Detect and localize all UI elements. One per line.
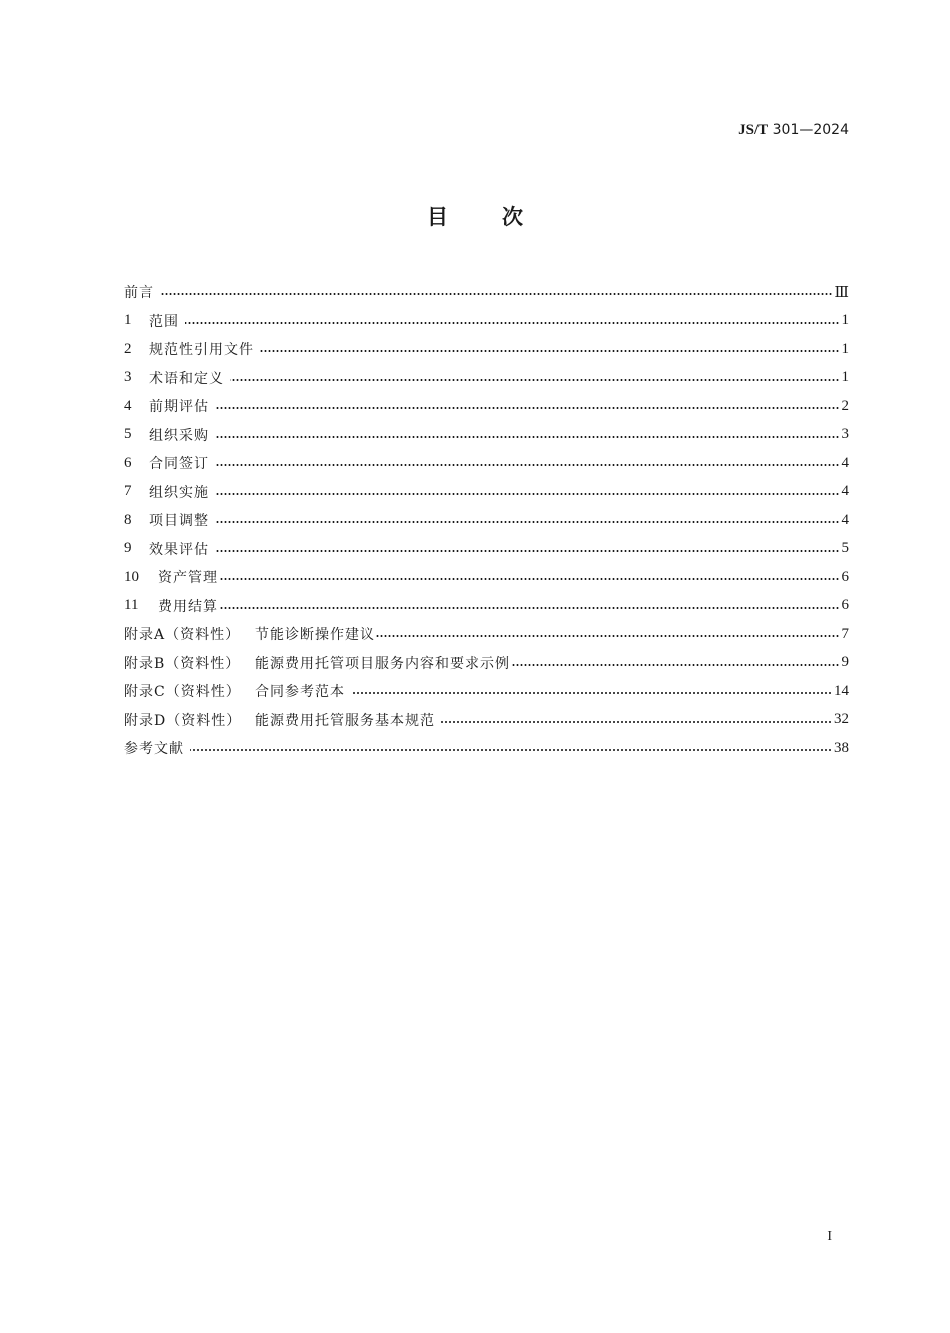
page-number: I [827,1229,832,1244]
toc-entry-page: Ⅲ [834,284,849,301]
toc-entry-title: 合同签订 [149,456,209,473]
table-of-contents [124,278,849,763]
dot-leader [260,348,840,354]
toc-entry-title: 术语和定义 [149,370,224,387]
toc-entry-appendix-c[interactable] [124,677,849,706]
standard-prefix: JS/T [738,122,769,138]
toc-entry-page: 14 [834,682,849,699]
toc-entry-number: 3 [124,369,132,386]
toc-entry-page: 6 [841,597,849,614]
toc-entry-page: 9 [841,654,849,671]
toc-entry-title: 资产管理 [158,570,218,587]
standard-code [738,121,849,139]
dot-leader [215,462,840,468]
toc-entry-page: 7 [841,625,849,642]
toc-entry-page: 4 [841,454,849,471]
toc-entry-title: 参考文献 [124,741,184,758]
toc-entry-number: 9 [124,540,132,557]
dot-leader [160,291,833,297]
toc-entry-references[interactable] [124,734,849,763]
toc-entry-number: 附录C（资料性） [124,684,241,701]
toc-entry-appendix-b[interactable] [124,649,849,678]
dot-leader [376,633,840,639]
dot-leader [511,662,840,668]
toc-entry-number: 5 [124,426,132,443]
toc-entry-title: 前言 [124,285,154,302]
toc-entry-title: 前期评估 [149,399,209,416]
toc-entry-7[interactable] [124,478,849,507]
dot-leader [230,377,840,383]
toc-entry-number: 附录A（资料性） [124,627,241,644]
toc-entry-page: 4 [841,483,849,500]
dot-leader [441,719,832,725]
toc-entry-number: 1 [124,312,132,329]
toc-entry-10[interactable] [124,563,849,592]
toc-entry-preface[interactable] [124,278,849,307]
toc-entry-number: 10 [124,568,139,585]
toc-entry-number: 11 [124,597,139,614]
toc-entry-title: 组织实施 [149,484,209,501]
dot-leader [215,519,840,525]
toc-entry-title: 节能诊断操作建议 [255,627,375,644]
dot-leader [219,605,840,611]
toc-entry-title: 能源费用托管项目服务内容和要求示例 [255,655,510,672]
toc-entry-title: 范围 [149,313,179,330]
toc-entry-title: 合同参考范本 [255,684,345,701]
toc-entry-title: 规范性引用文件 [149,342,254,359]
dot-leader [351,690,832,696]
toc-entry-page: 32 [834,711,849,728]
toc-entry-number: 附录B（资料性） [124,655,241,672]
toc-entry-number: 8 [124,511,132,528]
toc-entry-4[interactable] [124,392,849,421]
toc-entry-page: 1 [841,369,849,386]
toc-entry-6[interactable] [124,449,849,478]
dot-leader [185,320,840,326]
toc-entry-page: 1 [841,340,849,357]
toc-entry-number: 附录D（资料性） [124,712,242,729]
toc-entry-title: 效果评估 [149,541,209,558]
toc-entry-2[interactable] [124,335,849,364]
dot-leader [215,548,840,554]
dot-leader [219,576,840,582]
toc-entry-1[interactable] [124,307,849,336]
toc-entry-page: 1 [841,312,849,329]
toc-entry-8[interactable] [124,506,849,535]
toc-entry-title: 组织采购 [149,427,209,444]
toc-entry-title: 能源费用托管服务基本规范 [255,712,435,729]
toc-entry-page: 5 [841,540,849,557]
toc-entry-appendix-a[interactable] [124,620,849,649]
toc-entry-page: 2 [841,397,849,414]
toc-entry-title: 费用结算 [158,598,218,615]
toc-entry-page: 3 [841,426,849,443]
toc-entry-number: 4 [124,397,132,414]
toc-entry-number: 6 [124,454,132,471]
dot-leader [190,747,832,753]
toc-entry-9[interactable] [124,535,849,564]
toc-entry-3[interactable] [124,364,849,393]
toc-entry-page: 4 [841,511,849,528]
page-title: 目次 [427,205,577,229]
dot-leader [215,405,840,411]
toc-entry-11[interactable] [124,592,849,621]
toc-entry-appendix-d[interactable] [124,706,849,735]
dot-leader [215,491,840,497]
dot-leader [215,434,840,440]
toc-entry-page: 38 [834,739,849,756]
standard-number: 301—2024 [772,122,849,138]
toc-entry-number: 7 [124,483,132,500]
toc-entry-5[interactable] [124,421,849,450]
toc-entry-number: 2 [124,340,132,357]
toc-entry-page: 6 [841,568,849,585]
toc-entry-title: 项目调整 [149,513,209,530]
